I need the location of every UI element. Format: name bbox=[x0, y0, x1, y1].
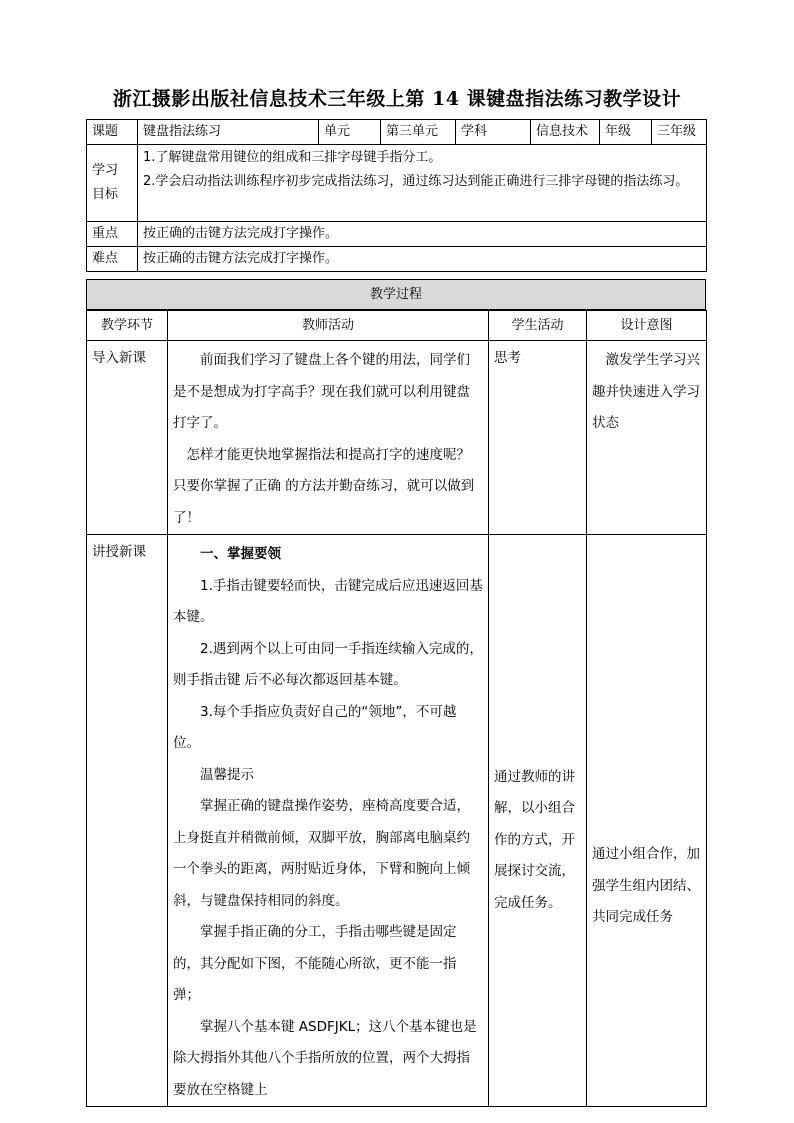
goal-item-1: 1.了解键盘常用键位的组成和三排字母键手指分工。 bbox=[143, 150, 442, 165]
col-header-student: 学生活动 bbox=[489, 311, 587, 341]
key-point-label: 重点 bbox=[87, 222, 138, 247]
col-header-stage: 教学环节 bbox=[87, 311, 168, 341]
stage-intro: 导入新课 bbox=[87, 341, 168, 535]
subject-label: 学科 bbox=[456, 120, 531, 145]
goal-content bbox=[138, 145, 707, 222]
process-heading: 教学过程 bbox=[87, 280, 706, 310]
grade-value: 三年级 bbox=[652, 120, 707, 145]
intro-paragraph-1: 前面我们学习了键盘上各个键的用法，同学们是不是想成为打字高手？现在我们就可以利用键盘打字了。 bbox=[173, 352, 470, 431]
section-heading: 一、掌握要领 bbox=[200, 546, 281, 562]
student-activity-new-lesson: 通过教师的讲解，以小组合作的方式，开展探讨交流，完成任务。 bbox=[489, 535, 587, 1107]
goal-label: 学习目标 bbox=[87, 145, 138, 222]
intro-paragraph-2: 怎样才能更快地掌握指法和提高打字的速度呢？只要你掌握了正确 的方法并勤奋练习，就可以做到了！ bbox=[173, 446, 475, 526]
tip-finger-division: 掌握手指正确的分工，手指击哪些键是固定的，其分配如下图，不能随心所欲，更不能一指弹； bbox=[173, 924, 457, 1003]
point-1: 1.手指击键要轻而快，击键完成后应迅速返回基本键。 bbox=[173, 577, 483, 625]
topic-label: 课题 bbox=[87, 120, 138, 145]
difficulty-label: 难点 bbox=[87, 247, 138, 272]
col-header-teacher: 教师活动 bbox=[168, 311, 489, 341]
topic-value: 键盘指法练习 bbox=[138, 120, 319, 145]
key-point-value: 按正确的击键方法完成打字操作。 bbox=[138, 222, 707, 247]
document-title: 浙江摄影出版社信息技术三年级上第 14 课键盘指法练习教学设计 bbox=[112, 88, 682, 110]
grade-label: 年级 bbox=[600, 120, 652, 145]
point-3: 3.每个手指应负责好自己的“领地”，不可越位。 bbox=[173, 703, 457, 751]
teacher-activity-new-lesson bbox=[168, 535, 489, 1107]
point-2: 2.遇到两个以上可由同一手指连续输入完成的，则手指击键 后不必每次都返回基本键。 bbox=[173, 640, 483, 688]
unit-label: 单元 bbox=[319, 120, 381, 145]
design-intent-intro: 激发学生学习兴趣并快速进入学习状态 bbox=[587, 341, 707, 535]
stage-new-lesson: 讲授新课 bbox=[87, 535, 168, 1107]
student-activity-intro: 思考 bbox=[489, 341, 587, 535]
tip-home-keys: 掌握八个基本键 ASDFJKL；这八个基本键也是除大拇指外其他八个手指所放的位置，两个大拇指要放在空格键上 bbox=[173, 1018, 477, 1098]
teacher-activity-intro bbox=[168, 341, 489, 535]
col-header-intent: 设计意图 bbox=[587, 311, 707, 341]
unit-value: 第三单元 bbox=[381, 120, 456, 145]
design-intent-new-lesson: 通过小组合作，加强学生组内团结、共同完成任务 bbox=[587, 535, 707, 1107]
tip-posture: 掌握正确的键盘操作姿势，座椅高度要合适，上身挺直并稍微前倾，双脚平放，胸部离电脑桌约一个拳头的距离，两肘贴近身体，下臂和腕向上倾斜，与键盘保持相同的斜度。 bbox=[173, 798, 470, 909]
process-heading-table bbox=[86, 279, 706, 310]
subject-value: 信息技术 bbox=[531, 120, 600, 145]
table-row bbox=[87, 535, 707, 1107]
goal-item-2: 2.学会启动指法训练程序初步完成指法练习，通过练习达到能正确进行三排字母键的指法练习。 bbox=[143, 174, 689, 189]
difficulty-value: 按正确的击键方法完成打字操作。 bbox=[138, 247, 707, 272]
lesson-info-table bbox=[86, 119, 707, 272]
table-row bbox=[87, 341, 707, 535]
teaching-process-table bbox=[86, 310, 707, 1107]
tip-heading: 温馨提示 bbox=[200, 766, 254, 783]
